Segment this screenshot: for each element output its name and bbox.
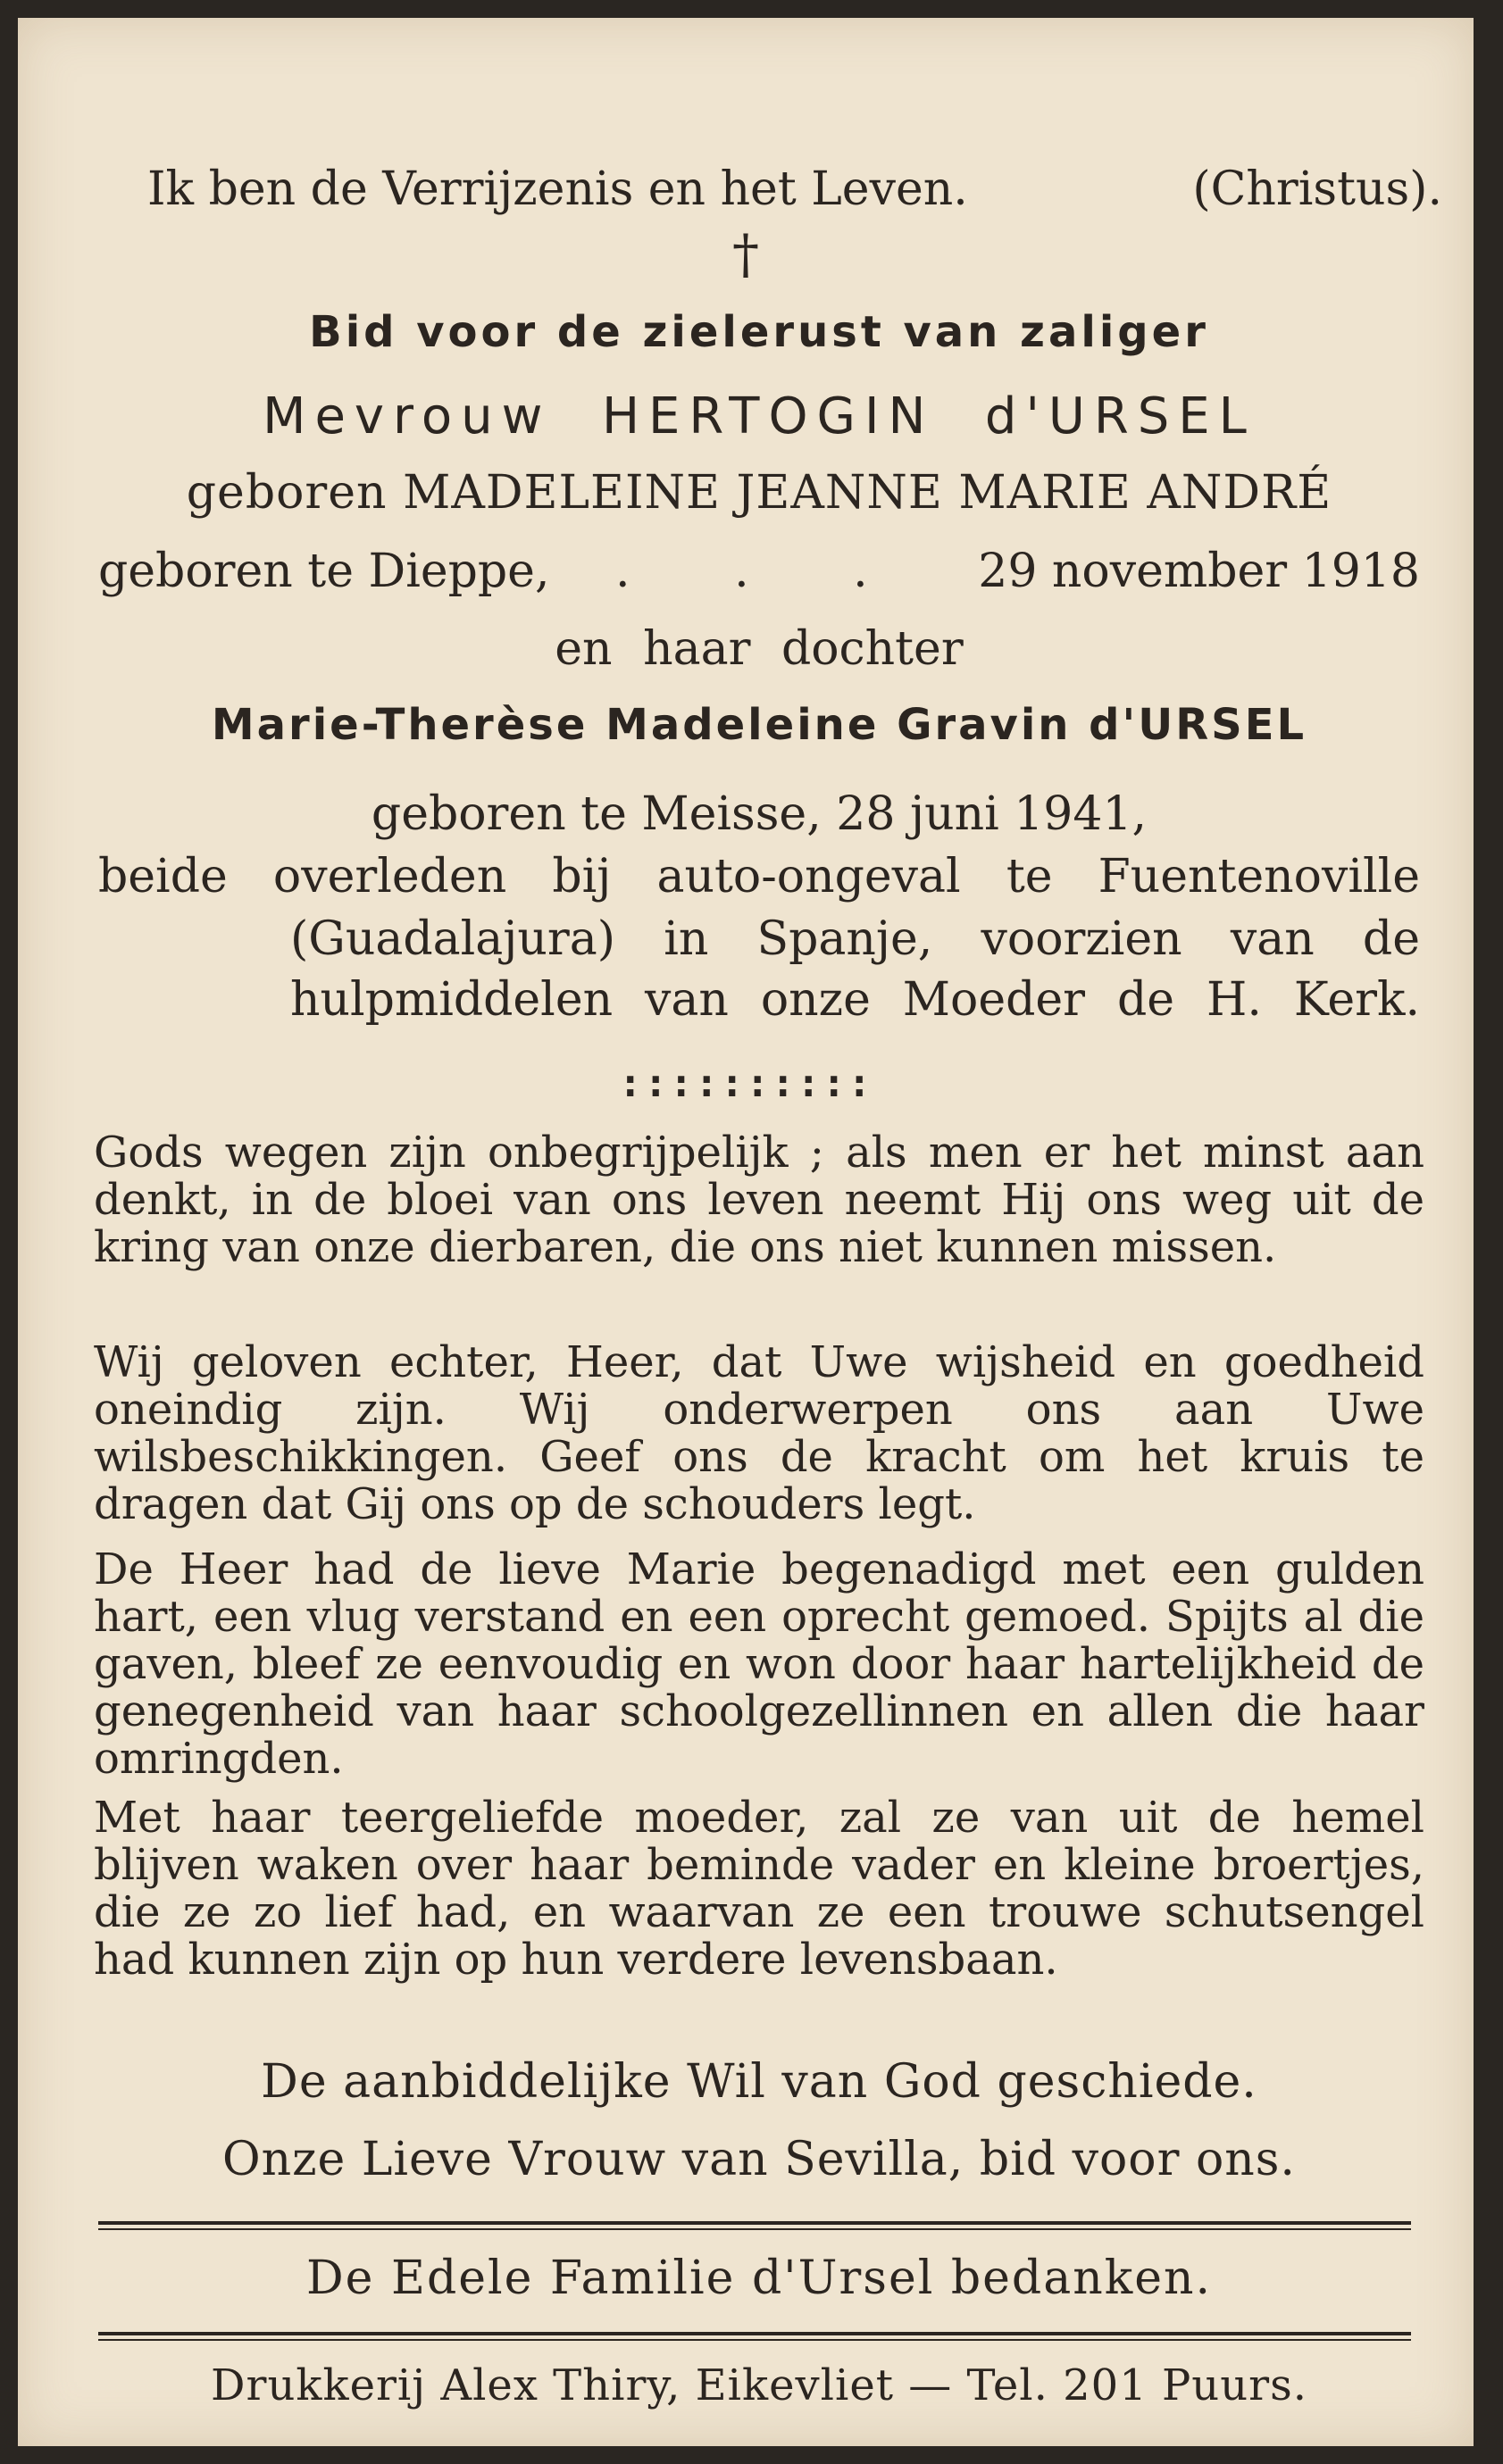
memorial-card: [18, 18, 1474, 2446]
paragraph-text: Gods wegen zijn onbegrijpelijk ; als men er het minst aan denkt, in de bloei van ons leven neemt Hij ons weg uit de kring van onze dierbaren, die ons niet kunnen missen.: [94, 1128, 1424, 1272]
paragraph-2: [94, 1339, 1424, 1528]
closing-line-1: De aanbiddelijke Wil van God geschiede.: [261, 2055, 1257, 2109]
paragraph-text: Wij geloven echter, Heer, dat Uwe wijsheid en goedheid oneindig zijn. Wij onderwerpen ons aan Uwe wilsbeschikkingen. Geef ons de kracht om het kruis te dragen dat Gij ons op de schouders legt.: [94, 1337, 1424, 1529]
cross-icon: †: [732, 223, 759, 286]
closing-line-2: Onze Lieve Vrouw van Sevilla, bid voor ons.: [222, 2133, 1296, 2186]
ornament-separator: ::::::::::: [618, 1061, 873, 1106]
name-prefix: Mevrouw: [263, 387, 552, 445]
deceased1-birth-line: [98, 543, 1420, 600]
divider-bottom: [98, 2332, 1411, 2335]
deceased1-born-name: geboren MADELEINE JEANNE MARIE ANDRÉ: [186, 466, 1332, 520]
header-line: [147, 161, 1442, 218]
deceased1-name: [98, 388, 1420, 446]
paragraph-1: [94, 1129, 1424, 1271]
thanks-line: De Edele Familie d'Ursel bedanken.: [305, 2252, 1213, 2305]
deceased2-name: Marie-Therèse Madeleine Gravin d'URSEL: [211, 700, 1307, 750]
death-line-2: (Guadalajura) in Spanje, voorzien van de: [290, 912, 1420, 966]
death-line-1: beide overleden bij auto-ongeval te Fuentenoville: [98, 850, 1420, 903]
paragraph-4: [94, 1794, 1424, 1984]
deceased2-birth: geboren te Meisse, 28 juni 1941,: [371, 787, 1148, 841]
divider-top-thin: [98, 2228, 1411, 2230]
paragraph-text: De Heer had de lieve Marie begenadigd met een gulden hart, een vlug verstand en een oprecht gemoed. Spijts al die gaven, bleef ze eenvoudig en won door haar hartelijkheid de genegenheid van haar schoolgezellinnen en allen die haar omringden.: [94, 1544, 1424, 1784]
scripture-attribution: (Christus).: [1192, 162, 1442, 216]
name-title: HERTOGIN: [601, 387, 935, 445]
birth-dots: . . .: [615, 545, 913, 598]
birth-place: geboren te Dieppe,: [98, 545, 550, 598]
divider-top: [98, 2221, 1411, 2225]
birth-date: 29 november 1918: [978, 545, 1420, 598]
divider-bottom-thin: [98, 2339, 1411, 2341]
printer-line: Drukkerij Alex Thiry, Eikevliet — Tel. 201 Puurs.: [211, 2360, 1307, 2410]
paragraph-text: Met haar teergeliefde moeder, zal ze van uit de hemel blijven waken over haar beminde vader en kleine broertjes, die ze zo lief had, en waarvan ze een trouwe schutsengel had kunnen zijn op hun verdere levensbaan.: [94, 1793, 1424, 1985]
prayer-line: Bid voor de zielerust van zaliger: [309, 307, 1209, 357]
paragraph-3: [94, 1546, 1424, 1783]
scripture-quote: Ik ben de Verrijzenis en het Leven.: [147, 162, 968, 216]
connector: en haar dochter: [555, 622, 964, 676]
death-line-3: hulpmiddelen van onze Moeder de H. Kerk.: [290, 973, 1420, 1027]
name-family: d'URSEL: [984, 387, 1256, 445]
